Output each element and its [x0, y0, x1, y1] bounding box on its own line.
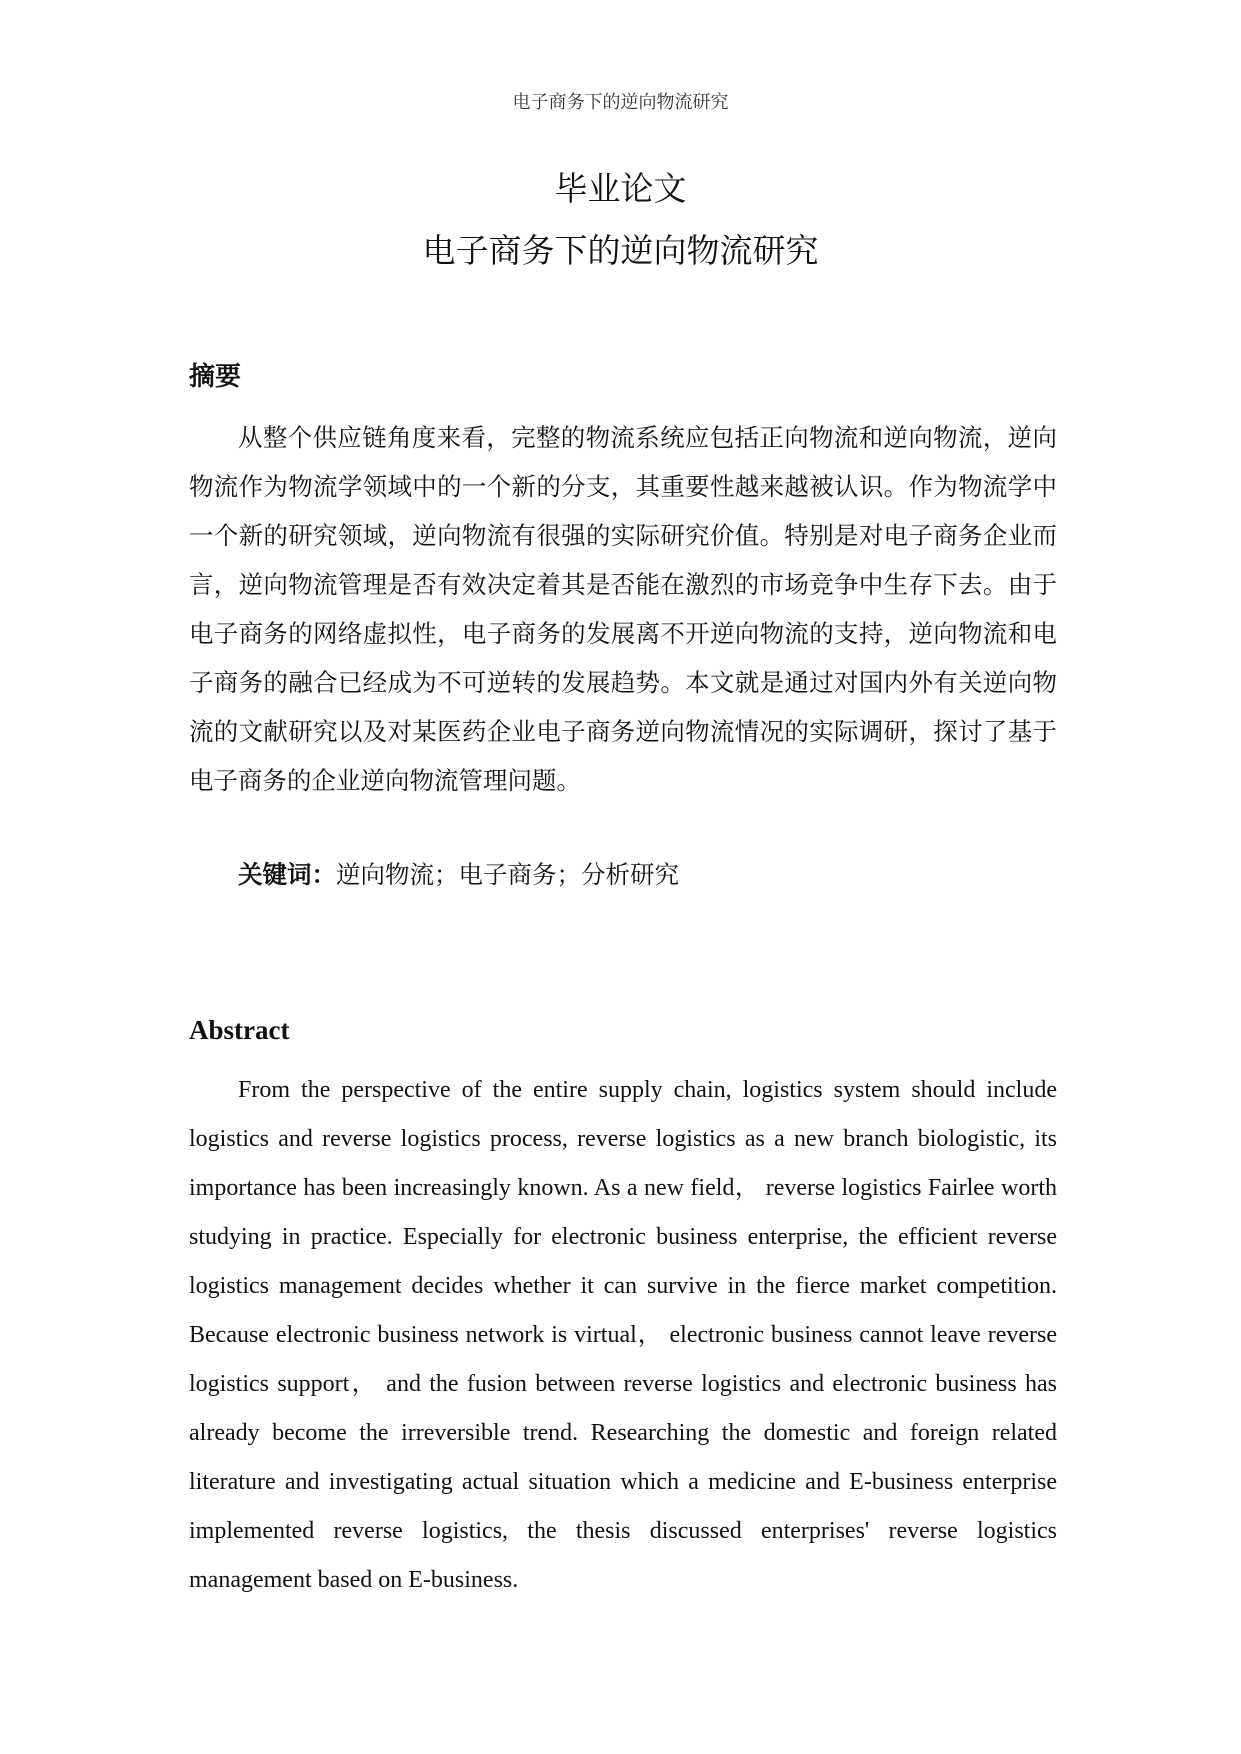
- title-line-1: 毕业论文: [554, 169, 687, 208]
- keywords-line: [238, 856, 679, 891]
- abstract-en-heading: Abstract: [189, 1015, 290, 1045]
- abstract-cn-heading: 摘要: [189, 362, 242, 392]
- keywords-values: 逆向物流；电子商务；分析研究: [336, 860, 679, 889]
- keywords-label: 关键词：: [238, 860, 336, 889]
- abstract-en-text: From the perspective of the entire supply chain, logistics system should include logistics and reverse logistics process, reverse logistics as a new branch biologistic, its importance has been increasingly known. As a new field， reverse logistics Fairlee worth studying in practice. Especially for electronic business enterprise, the efficient reverse logistics management decides whether it can survive in the fierce market competition. Because electronic business network is virtual， electronic business cannot leave reverse logistics support， and the fusion between reverse logistics and electronic business has already become the irreversible trend. Researching the domestic and foreign related literature and investigating actual situation which a medicine and E-business enterprise implemented reverse logistics, the thesis discussed enterprises' reverse logistics management based on E-business.: [189, 1077, 1057, 1593]
- title-line-2: 电子商务下的逆向物流研究: [422, 231, 819, 270]
- running-header: 电子商务下的逆向物流研究: [512, 92, 729, 113]
- abstract-cn-text: 从整个供应链角度来看，完整的物流系统应包括正向物流和逆向物流，逆向物流作为物流学领域中的一个新的分支，其重要性越来越被认识。作为物流学中一个新的研究领域，逆向物流有很强的实际研究价值。特别是对电子商务企业而言，逆向物流管理是否有效决定着其是否能在激烈的市场竞争中生存下去。由于电子商务的网络虚拟性，电子商务的发展离不开逆向物流的支持，逆向物流和电子商务的融合已经成为不可逆转的发展趋势。本文就是通过对国内外有关逆向物流的文献研究以及对某医药企业电子商务逆向物流情况的实际调研，探讨了基于电子商务的企业逆向物流管理问题。: [189, 423, 1057, 795]
- title-block: [0, 158, 1241, 282]
